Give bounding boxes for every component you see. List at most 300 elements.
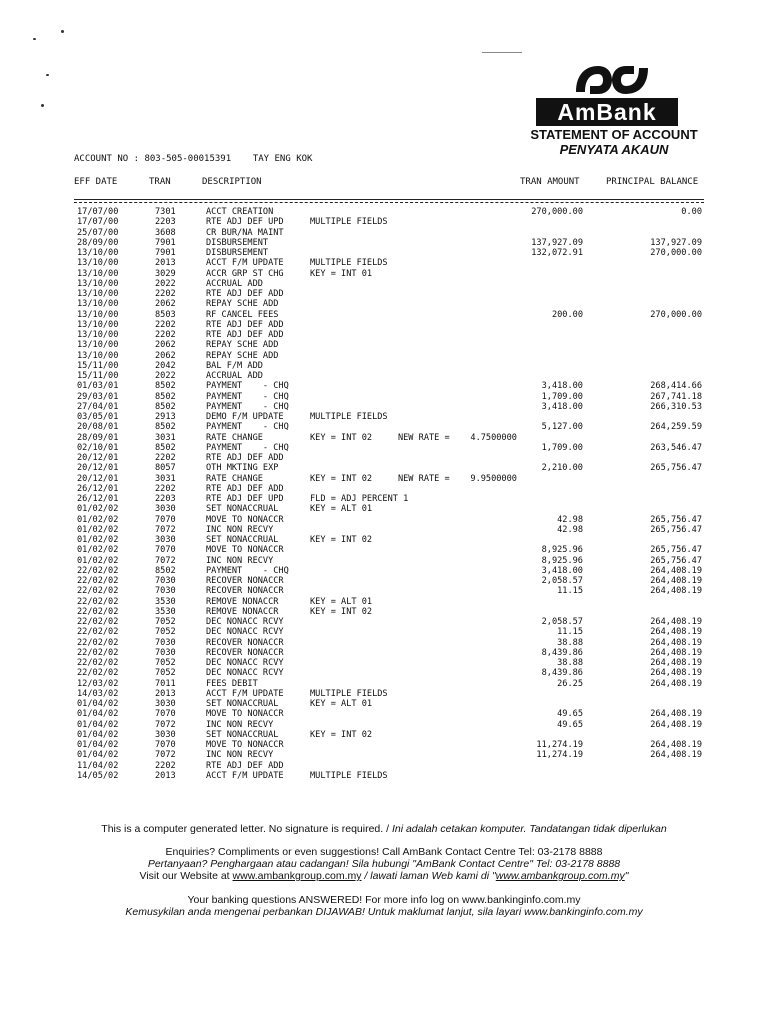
row-tran-code: 7052	[155, 617, 176, 627]
row-description: RTE ADJ DEF ADD	[206, 483, 284, 494]
scan-speck	[33, 38, 36, 40]
row-description: REPAY SCHE ADD	[206, 350, 279, 361]
row-description: REMOVE NONACCR	[206, 596, 279, 607]
table-row	[0, 617, 768, 627]
column-header-principal-balance: PRINCIPAL BALANCE	[606, 177, 699, 187]
row-tran-code: 2022	[155, 371, 176, 381]
row-eff-date: 28/09/01	[77, 432, 119, 443]
row-eff-date: 01/02/02	[77, 514, 119, 525]
row-eff-date: 15/11/00	[77, 371, 119, 381]
transaction-table	[0, 207, 768, 781]
row-tran-amount: 8,439.86	[541, 668, 583, 679]
visit-malay-suffix: "	[624, 870, 629, 882]
row-detail: KEY = ALT 01	[310, 699, 373, 709]
row-principal-balance: 264,408.19	[650, 647, 702, 658]
row-description: RATE CHANGE	[206, 473, 263, 484]
row-tran-code: 3031	[155, 432, 176, 443]
row-description: OTH MKTING EXP	[206, 463, 279, 474]
row-tran-code: 2013	[155, 770, 176, 781]
row-tran-code: 3608	[155, 227, 176, 238]
row-eff-date: 13/10/00	[77, 340, 119, 351]
row-description: MOVE TO NONACCR	[206, 709, 284, 720]
table-row	[0, 648, 768, 658]
row-eff-date: 01/04/02	[77, 740, 119, 750]
table-row	[0, 556, 768, 566]
table-row	[0, 402, 768, 412]
row-description: ACCR GRP ST CHG	[206, 268, 284, 279]
row-tran-code: 2202	[155, 483, 176, 494]
table-row	[0, 238, 768, 248]
row-tran-code: 2042	[155, 360, 176, 371]
row-description: DEC NONACC RCVY	[206, 627, 284, 638]
table-row	[0, 515, 768, 525]
row-principal-balance: 264,259.59	[650, 422, 702, 433]
table-row	[0, 422, 768, 432]
scan-streak	[482, 52, 522, 53]
row-tran-code: 8502	[155, 422, 176, 433]
row-description: ACCT CREATION	[206, 207, 274, 217]
row-tran-amount: 42.98	[557, 514, 583, 525]
row-tran-amount: 11.15	[557, 586, 583, 597]
row-tran-code: 3530	[155, 606, 176, 617]
row-detail: KEY = INT 01	[310, 268, 373, 279]
row-tran-amount: 38.88	[557, 658, 583, 668]
row-description: ACCT F/M UPDATE	[206, 688, 284, 699]
row-eff-date: 01/04/02	[77, 750, 119, 761]
row-description: RECOVER NONACCR	[206, 637, 284, 648]
row-eff-date: 17/07/00	[77, 207, 119, 217]
row-tran-code: 2022	[155, 278, 176, 289]
row-eff-date: 22/02/02	[77, 586, 119, 597]
table-row	[0, 279, 768, 289]
table-row	[0, 545, 768, 555]
row-principal-balance: 264,408.19	[650, 709, 702, 720]
account-info: ACCOUNT NO : 803-505-00015391 TAY ENG KOK	[74, 154, 313, 164]
row-detail: MULTIPLE FIELDS	[310, 258, 388, 269]
header-divider	[74, 199, 704, 200]
row-tran-code: 7072	[155, 719, 176, 730]
row-eff-date: 01/04/02	[77, 709, 119, 720]
row-tran-code: 3530	[155, 596, 176, 607]
row-tran-code: 2202	[155, 319, 176, 330]
website-link[interactable]: www.ambankgroup.com.my	[232, 870, 362, 882]
row-eff-date: 14/05/02	[77, 770, 119, 781]
table-row	[0, 258, 768, 268]
row-eff-date: 11/04/02	[77, 760, 119, 771]
row-eff-date: 01/02/02	[77, 545, 119, 556]
row-tran-amount: 3,418.00	[541, 565, 583, 576]
row-description: RATE CHANGE	[206, 432, 263, 443]
row-tran-code: 3030	[155, 729, 176, 740]
row-eff-date: 22/02/02	[77, 627, 119, 638]
row-tran-amount: 11.15	[557, 627, 583, 638]
row-eff-date: 26/12/01	[77, 494, 119, 504]
row-principal-balance: 0.00	[681, 207, 702, 217]
row-detail: KEY = INT 02	[310, 535, 373, 545]
row-tran-code: 8503	[155, 309, 176, 320]
row-principal-balance: 264,408.19	[650, 617, 702, 627]
row-principal-balance: 264,408.19	[650, 668, 702, 679]
table-row	[0, 330, 768, 340]
row-tran-code: 8502	[155, 391, 176, 402]
row-eff-date: 22/02/02	[77, 565, 119, 576]
row-principal-balance: 268,414.66	[650, 381, 702, 392]
row-description: BAL F/M ADD	[206, 360, 263, 371]
row-eff-date: 13/10/00	[77, 299, 119, 310]
row-detail: KEY = INT 02	[310, 729, 373, 740]
row-tran-code: 3031	[155, 473, 176, 484]
row-tran-code: 7070	[155, 709, 176, 720]
row-description: PAYMENT - CHQ	[206, 391, 289, 402]
statement-title: STATEMENT OF ACCOUNT	[530, 127, 698, 142]
row-eff-date: 22/02/02	[77, 606, 119, 617]
table-row	[0, 627, 768, 637]
row-eff-date: 01/04/02	[77, 719, 119, 730]
row-description: MOVE TO NONACCR	[206, 514, 284, 525]
row-tran-amount: 137,927.09	[531, 237, 583, 248]
row-eff-date: 03/05/01	[77, 412, 119, 422]
row-description: ACCT F/M UPDATE	[206, 258, 284, 269]
row-tran-amount: 11,274.19	[536, 740, 583, 750]
row-eff-date: 14/03/02	[77, 688, 119, 699]
row-eff-date: 22/02/02	[77, 658, 119, 668]
row-tran-code: 3029	[155, 268, 176, 279]
row-description: SET NONACCRUAL	[206, 504, 279, 515]
row-description: RTE ADJ DEF ADD	[206, 319, 284, 330]
row-tran-code: 3030	[155, 699, 176, 709]
table-row	[0, 494, 768, 504]
row-tran-code: 8502	[155, 381, 176, 392]
row-tran-amount: 3,418.00	[541, 381, 583, 392]
row-tran-amount: 2,210.00	[541, 463, 583, 474]
row-eff-date: 13/10/00	[77, 330, 119, 340]
table-row	[0, 679, 768, 689]
row-eff-date: 13/10/00	[77, 258, 119, 269]
table-row	[0, 392, 768, 402]
row-tran-code: 3030	[155, 504, 176, 515]
row-tran-code: 7052	[155, 627, 176, 638]
row-eff-date: 29/03/01	[77, 391, 119, 402]
table-row	[0, 217, 768, 227]
row-tran-code: 2013	[155, 688, 176, 699]
row-principal-balance: 264,408.19	[650, 637, 702, 648]
row-principal-balance: 264,408.19	[650, 658, 702, 668]
row-tran-amount: 38.88	[557, 637, 583, 648]
row-detail: MULTIPLE FIELDS	[310, 217, 388, 228]
scan-speck	[61, 30, 64, 33]
table-row	[0, 658, 768, 668]
row-description: INC NON RECVY	[206, 719, 274, 730]
row-tran-code: 2062	[155, 299, 176, 310]
row-description: DISBURSEMENT	[206, 237, 269, 248]
scan-speck	[41, 104, 44, 107]
row-description: RECOVER NONACCR	[206, 576, 284, 586]
row-description: ACCRUAL ADD	[206, 371, 263, 381]
enquiries-english: Enquiries? Compliments or even suggestions! Call AmBank Contact Centre Tel: 03-2178 8888	[165, 846, 603, 858]
table-row	[0, 289, 768, 299]
row-description: DEC NONACC RCVY	[206, 668, 284, 679]
account-holder: TAY ENG KOK	[252, 154, 313, 164]
row-tran-code: 7901	[155, 237, 176, 248]
row-eff-date: 22/02/02	[77, 576, 119, 586]
row-description: RTE ADJ DEF ADD	[206, 330, 284, 340]
row-principal-balance: 265,756.47	[650, 463, 702, 474]
row-principal-balance: 263,546.47	[650, 442, 702, 453]
row-description: DEMO F/M UPDATE	[206, 412, 284, 422]
table-row	[0, 443, 768, 453]
row-tran-amount: 11,274.19	[536, 750, 583, 761]
row-description: CR BUR/NA MAINT	[206, 227, 284, 238]
row-tran-code: 7030	[155, 637, 176, 648]
table-row	[0, 771, 768, 781]
row-tran-amount: 42.98	[557, 524, 583, 535]
row-tran-amount: 49.65	[557, 719, 583, 730]
row-eff-date: 20/08/01	[77, 422, 119, 433]
banking-info-malay: Kemusykilan anda mengenai perbankan DIJAWAB! Untuk maklumat lanjut, sila layari www.bankinginfo.com.my	[125, 906, 643, 918]
row-description: RF CANCEL FEES	[206, 309, 279, 320]
row-description: RTE ADJ DEF ADD	[206, 289, 284, 299]
row-eff-date: 13/10/00	[77, 268, 119, 279]
row-detail: KEY = ALT 01	[310, 596, 373, 607]
row-tran-amount: 1,709.00	[541, 391, 583, 402]
row-principal-balance: 264,408.19	[650, 576, 702, 586]
row-description: RTE ADJ DEF UPD	[206, 494, 284, 504]
row-tran-code: 2062	[155, 340, 176, 351]
row-tran-code: 7011	[155, 678, 176, 689]
row-tran-amount: 26.25	[557, 678, 583, 689]
row-tran-code: 7072	[155, 524, 176, 535]
row-description: PAYMENT - CHQ	[206, 401, 289, 412]
row-tran-amount: 132,072.91	[531, 248, 583, 258]
table-row	[0, 484, 768, 494]
row-tran-code: 2062	[155, 350, 176, 361]
row-description: PAYMENT - CHQ	[206, 442, 289, 453]
table-row	[0, 351, 768, 361]
table-row	[0, 381, 768, 391]
row-description: SET NONACCRUAL	[206, 729, 279, 740]
column-header-tran: TRAN	[149, 177, 171, 187]
row-tran-code: 8502	[155, 401, 176, 412]
row-tran-code: 7072	[155, 750, 176, 761]
account-number: 803-505-00015391	[144, 154, 232, 164]
computer-generated-note	[0, 823, 768, 835]
row-eff-date: 22/02/02	[77, 647, 119, 658]
row-principal-balance: 264,408.19	[650, 740, 702, 750]
row-description: PAYMENT - CHQ	[206, 381, 289, 392]
table-row	[0, 689, 768, 699]
table-row	[0, 576, 768, 586]
row-tran-code: 7072	[155, 555, 176, 566]
row-tran-amount: 270,000.00	[531, 207, 583, 217]
table-row	[0, 730, 768, 740]
row-eff-date: 26/12/01	[77, 483, 119, 494]
table-row	[0, 361, 768, 371]
row-eff-date: 27/04/01	[77, 401, 119, 412]
visit-malay-prefix: / lawati laman Web kami di "	[361, 870, 496, 882]
row-tran-code: 7030	[155, 576, 176, 586]
row-eff-date: 13/10/00	[77, 289, 119, 299]
banking-info-english: Your banking questions ANSWERED! For more info log on www.bankinginfo.com.my	[187, 894, 581, 906]
row-description: RECOVER NONACCR	[206, 647, 284, 658]
row-detail: KEY = INT 02	[310, 606, 373, 617]
table-row	[0, 535, 768, 545]
note-english: This is a computer generated letter. No signature is required. /	[101, 823, 392, 835]
row-detail: KEY = INT 02 NEW RATE = 9.9500000	[310, 473, 517, 484]
row-tran-code: 2013	[155, 258, 176, 269]
ambank-logo-icon	[572, 62, 652, 98]
row-eff-date: 15/11/00	[77, 360, 119, 371]
row-description: INC NON RECVY	[206, 524, 274, 535]
row-detail: MULTIPLE FIELDS	[310, 770, 388, 781]
row-tran-code: 2202	[155, 289, 176, 299]
row-description: DISBURSEMENT	[206, 248, 269, 258]
row-detail: KEY = INT 02 NEW RATE = 4.7500000	[310, 432, 517, 443]
column-header-eff-date: EFF DATE	[74, 177, 118, 187]
row-tran-amount: 1,709.00	[541, 442, 583, 453]
row-tran-code: 3030	[155, 535, 176, 545]
row-principal-balance: 264,408.19	[650, 678, 702, 689]
row-tran-code: 7070	[155, 740, 176, 750]
row-principal-balance: 264,408.19	[650, 750, 702, 761]
row-eff-date: 28/09/00	[77, 237, 119, 248]
row-principal-balance: 270,000.00	[650, 309, 702, 320]
row-eff-date: 20/12/01	[77, 463, 119, 474]
row-description: MOVE TO NONACCR	[206, 740, 284, 750]
row-description: INC NON RECVY	[206, 555, 274, 566]
table-row	[0, 340, 768, 350]
row-description: ACCRUAL ADD	[206, 278, 263, 289]
row-tran-code: 7052	[155, 658, 176, 668]
table-row	[0, 709, 768, 719]
row-tran-amount: 8,439.86	[541, 647, 583, 658]
row-eff-date: 12/03/02	[77, 678, 119, 689]
row-eff-date: 13/10/00	[77, 319, 119, 330]
table-row	[0, 566, 768, 576]
row-description: RTE ADJ DEF ADD	[206, 760, 284, 771]
website-line	[0, 870, 768, 882]
row-eff-date: 01/02/02	[77, 535, 119, 545]
table-row	[0, 740, 768, 750]
row-tran-code: 8502	[155, 442, 176, 453]
row-description: REPAY SCHE ADD	[206, 340, 279, 351]
table-row	[0, 638, 768, 648]
table-row	[0, 248, 768, 258]
table-row	[0, 699, 768, 709]
row-eff-date: 13/10/00	[77, 350, 119, 361]
row-eff-date: 22/02/02	[77, 637, 119, 648]
row-principal-balance: 266,310.53	[650, 401, 702, 412]
row-tran-amount: 2,058.57	[541, 617, 583, 627]
enquiries-malay: Pertanyaan? Penghargaan atau cadangan! Sila hubungi "AmBank Contact Centre" Tel: 03-2178 8888	[147, 858, 621, 870]
table-row	[0, 504, 768, 514]
row-eff-date: 01/02/02	[77, 524, 119, 535]
row-tran-code: 7030	[155, 586, 176, 597]
row-description: ACCT F/M UPDATE	[206, 770, 284, 781]
row-principal-balance: 137,927.09	[650, 237, 702, 248]
row-tran-code: 7070	[155, 545, 176, 556]
row-tran-code: 7030	[155, 647, 176, 658]
row-description: SET NONACCRUAL	[206, 699, 279, 709]
row-eff-date: 22/02/02	[77, 668, 119, 679]
row-tran-code: 7301	[155, 207, 176, 217]
row-description: FEES DEBIT	[206, 678, 258, 689]
table-row	[0, 433, 768, 443]
row-description: RTE ADJ DEF UPD	[206, 217, 284, 228]
row-tran-amount: 8,925.96	[541, 545, 583, 556]
row-description: RTE ADJ DEF ADD	[206, 453, 284, 463]
row-tran-code: 2202	[155, 453, 176, 463]
row-tran-amount: 2,058.57	[541, 576, 583, 586]
row-principal-balance: 270,000.00	[650, 248, 702, 258]
row-description: PAYMENT - CHQ	[206, 422, 289, 433]
table-row	[0, 453, 768, 463]
row-tran-code: 2203	[155, 494, 176, 504]
row-tran-amount: 49.65	[557, 709, 583, 720]
row-tran-code: 2202	[155, 760, 176, 771]
row-description: DEC NONACC RCVY	[206, 617, 284, 627]
table-row	[0, 668, 768, 678]
row-description: RECOVER NONACCR	[206, 586, 284, 597]
row-detail: FLD = ADJ PERCENT 1	[310, 494, 409, 504]
row-description: DEC NONACC RCVY	[206, 658, 284, 668]
header-divider	[74, 202, 704, 203]
table-row	[0, 761, 768, 771]
row-detail: MULTIPLE FIELDS	[310, 688, 388, 699]
table-row	[0, 299, 768, 309]
row-tran-code: 7901	[155, 248, 176, 258]
row-principal-balance: 264,408.19	[650, 627, 702, 638]
row-eff-date: 01/02/02	[77, 504, 119, 515]
table-row	[0, 320, 768, 330]
table-row	[0, 228, 768, 238]
row-tran-code: 2913	[155, 412, 176, 422]
row-principal-balance: 264,408.19	[650, 719, 702, 730]
row-principal-balance: 265,756.47	[650, 514, 702, 525]
table-row	[0, 463, 768, 473]
row-eff-date: 22/02/02	[77, 596, 119, 607]
table-row	[0, 310, 768, 320]
row-eff-date: 25/07/00	[77, 227, 119, 238]
table-row	[0, 412, 768, 422]
row-tran-code: 7052	[155, 668, 176, 679]
row-tran-amount: 8,925.96	[541, 555, 583, 566]
row-principal-balance: 264,408.19	[650, 586, 702, 597]
visit-prefix: Visit our Website at	[139, 870, 233, 882]
row-principal-balance: 264,408.19	[650, 565, 702, 576]
row-eff-date: 20/12/01	[77, 453, 119, 463]
website-link-malay[interactable]: www.ambankgroup.com.my	[495, 870, 625, 882]
row-tran-code: 2203	[155, 217, 176, 228]
row-eff-date: 13/10/00	[77, 248, 119, 258]
row-eff-date: 13/10/00	[77, 278, 119, 289]
table-row	[0, 720, 768, 730]
row-description: INC NON RECVY	[206, 750, 274, 761]
row-eff-date: 17/07/00	[77, 217, 119, 228]
row-description: REPAY SCHE ADD	[206, 299, 279, 310]
row-eff-date: 02/10/01	[77, 442, 119, 453]
row-eff-date: 01/03/01	[77, 381, 119, 392]
row-eff-date: 20/12/01	[77, 473, 119, 484]
row-description: MOVE TO NONACCR	[206, 545, 284, 556]
row-detail: KEY = ALT 01	[310, 504, 373, 515]
row-eff-date: 01/02/02	[77, 555, 119, 566]
row-tran-amount: 3,418.00	[541, 401, 583, 412]
table-row	[0, 371, 768, 381]
row-description: REMOVE NONACCR	[206, 606, 279, 617]
table-row	[0, 474, 768, 484]
column-header-tran-amount: TRAN AMOUNT	[520, 177, 580, 187]
scan-speck	[46, 74, 49, 76]
